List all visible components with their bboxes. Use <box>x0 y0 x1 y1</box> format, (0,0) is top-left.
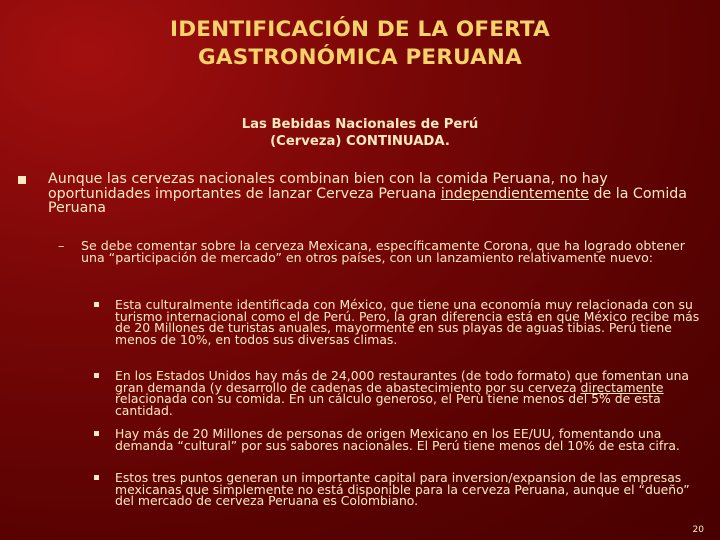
square-bullet-icon <box>94 373 99 378</box>
bullet-level-3-text: Estos tres puntos generan un importante capital para inversion/expansion de las empresas mexicanas que simplemente no está disponible para la cerveza Peruana, aunque el “dueño” del mercado de cerveza Peruana es Colombiano. <box>115 470 690 509</box>
bullet-level-2-text: Se debe comentar sobre la cerveza Mexicana, específicamente Corona, que ha logrado obtener una “participación de mercado” en otros países, con un lanzamiento relativamente nuevo: <box>81 238 685 266</box>
square-bullet-icon <box>94 431 99 436</box>
bullet-level-3-item <box>90 299 700 346</box>
slide-subtitle <box>0 116 720 150</box>
dash-bullet-icon: – <box>58 238 65 253</box>
bullet-level-1 <box>18 172 698 216</box>
slide-subtitle-line-2: (Cerveza) CONTINUADA. <box>270 134 450 149</box>
bullet-level-3-text: En los Estados Unidos hay más de 24,000 restaurantes (de todo formato) que fomentan una gran demanda (y desarrollo de cadenas de abastecimiento por su cerveza directamente relacionada con su comida. En un cálculo generoso, el Perù tiene menos del 5% de esta cantidad. <box>115 368 690 419</box>
page-number: 20 <box>692 525 704 535</box>
square-bullet-icon <box>18 176 26 184</box>
bullet-level-1-text: Aunque las cervezas nacionales combinan bien con la comida Peruana, no hay oportunidades importantes de lanzar Cerveza Peruana independientemente de la Comida Peruana <box>48 171 687 216</box>
underlined-word: directamente <box>580 379 664 395</box>
slide-title <box>0 16 720 72</box>
bullet-level-3-text: Esta culturalmente identificada con México, que tiene una economía muy relacionada con su turismo internacional como el de Perú. Pero, la gran diferencia está en que México recibe más de 20 Millones de turistas anuales, mayormente en sus playas de aguas tibias. Perú tiene menos de 10%, en todos sus diversas climas. <box>115 297 700 348</box>
slide-title-line-2: GASTRONÓMICA PERUANA <box>198 45 522 70</box>
bullet-level-3-item <box>90 370 700 417</box>
bullet-level-2 <box>58 240 700 265</box>
bullet-level-3-text: Hay más de 20 Millones de personas de origen Mexicano en los EE/UU, fomentando una demanda “cultural” por sus sabores nacionales. El Perú tiene menos del 10% de esta cifra. <box>115 426 680 453</box>
underlined-word: independientemente <box>440 185 590 202</box>
bullet-level-3-item <box>90 472 700 507</box>
square-bullet-icon <box>94 302 99 307</box>
bullet-level-3-item <box>90 428 700 451</box>
square-bullet-icon <box>94 475 99 480</box>
slide-title-line-1: IDENTIFICACIÓN DE LA OFERTA <box>170 17 550 42</box>
slide-subtitle-line-1: Las Bebidas Nacionales de Perú <box>241 117 479 132</box>
